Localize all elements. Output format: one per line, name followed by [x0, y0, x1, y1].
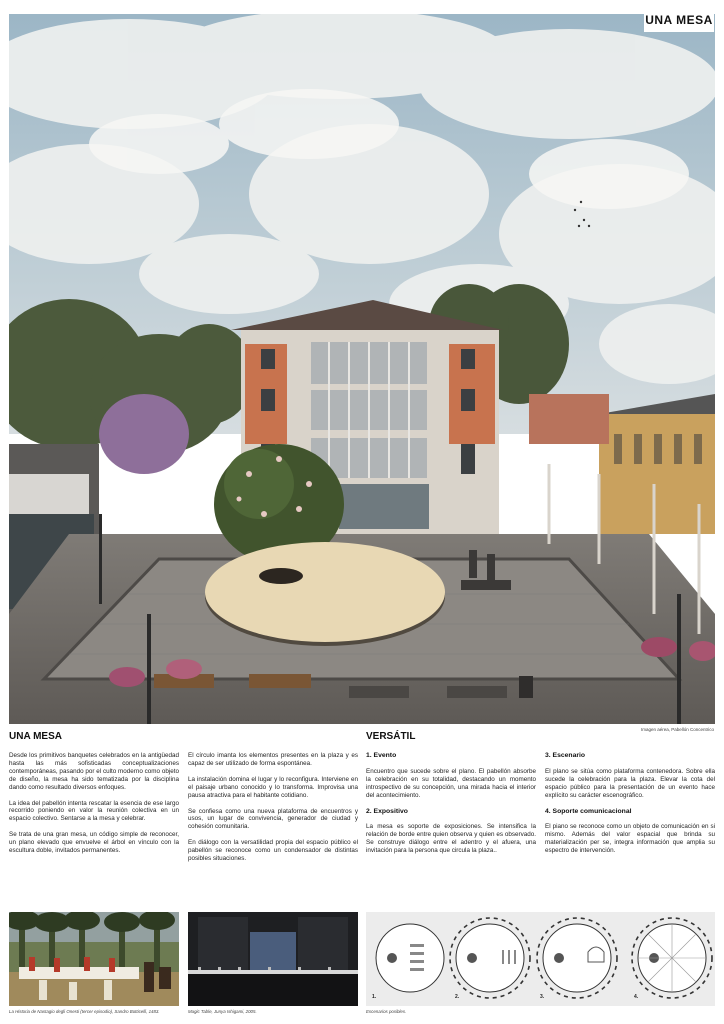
paragraph: La mesa es soporte de exposiciones. Se intensifica la relación de borde entre quien observa y quien es observado. Se construye diálogo entre el adentro y el afuera, una invitación para la persona que circula la plaza..	[366, 823, 536, 855]
paragraph: El piano se reconoce como un objeto de comunicación en si mismo. Además del valor espacial que brinda su materialización per se, integra información que amplia su espectro de intervención.	[545, 823, 715, 855]
paragraph: La idea del pabellón intenta rescatar la esencia de ese largo recorrido poniendo en valor la reunión colectiva en un espacio colectivo. Sentarse a la mesa y celebrar.	[9, 799, 179, 823]
magic-table-image	[188, 912, 358, 1006]
text-column-4	[545, 752, 715, 863]
hero-aerial-image	[9, 14, 715, 724]
subtitle-evento: 1. Evento	[366, 752, 397, 759]
hero-caption: Imagen aérea, Pabellón Concentrico	[640, 727, 714, 732]
subtitle-expositivo: 2. Expositivo	[366, 807, 408, 815]
text-column-1	[9, 752, 179, 863]
scenarios-diagram	[366, 912, 715, 1006]
diagram-label-3: 3.	[540, 994, 545, 1000]
paragraph: Se trata de una gran mesa, un código simple de reconocer, un plano elevado que envuelve el árbol en vínculo con la escultura doble, invitados permanentes.	[9, 831, 179, 855]
subtitle-soporte: 4. Soporte comunicacional	[545, 807, 632, 815]
diagram-label-1: 1.	[372, 994, 377, 1000]
paragraph: Encuentro que sucede sobre el plano. El pabellón absorbe la celebración en su totalidad, destacando un momento introspectivo de su concepción, una mirada hacia el interior del acontecimiento.	[366, 767, 536, 799]
paragraph: El círculo imanta los elementos presentes en la plaza y es capaz de ser utilizado de forma espontánea.	[188, 752, 358, 767]
page-title: UNA MESA	[644, 8, 714, 32]
paragraph: La instalación domina el lugar y lo reconfigura. Interviene en el paisaje urbano conocido y lo transforma. Improvisa una pausa atractiva para el habitante cotidiano.	[188, 775, 358, 799]
text-column-2	[188, 752, 358, 871]
section-title-versatil: VERSÁTIL	[366, 731, 416, 742]
botticelli-caption: La Historia de Nastagio degli Onesti (tercer episodio), Sandro Botticelli, 1483.	[9, 1009, 160, 1014]
diagram-label-4: 4.	[634, 994, 639, 1000]
paragraph: Desde los primitivos banquetes celebrados en la antigüedad hasta las más sofisticadas conceptualizaciones contemporáneas, pasando por el culto moderno como objeto de diseño, la mesa ha sido tematizada por la disciplina dando como resultado diversos enfoques.	[9, 752, 179, 791]
paragraph: En diálogo con la versatilidad propia del espacio público el pabellón se reconoce como un condensador de distintas posibles situaciones.	[188, 839, 358, 863]
magic-table-caption: Magic Table, Junya Ishigami, 2005.	[188, 1009, 257, 1014]
text-column-3	[366, 752, 536, 863]
diagram-label-2: 2.	[455, 994, 460, 1000]
diagrams-caption: Escenarios posibles.	[366, 1009, 407, 1014]
subtitle-escenario: 3. Escenario	[545, 752, 586, 759]
paragraph: El plano se sitúa como plataforma contenedora. Sobre ella sucede la celebración para la plaza. Elevar la cota del espacio público para la presentación de un evento hace explícito su carácter escenográfico.	[545, 767, 715, 799]
section-title-una-mesa: UNA MESA	[9, 731, 62, 742]
paragraph: Se confiesa como una nueva plataforma de encuentros y usos, un lugar de convivencia, generador de ciudad y cohesión comunitaria.	[188, 807, 358, 831]
botticelli-painting-image	[9, 912, 179, 1006]
